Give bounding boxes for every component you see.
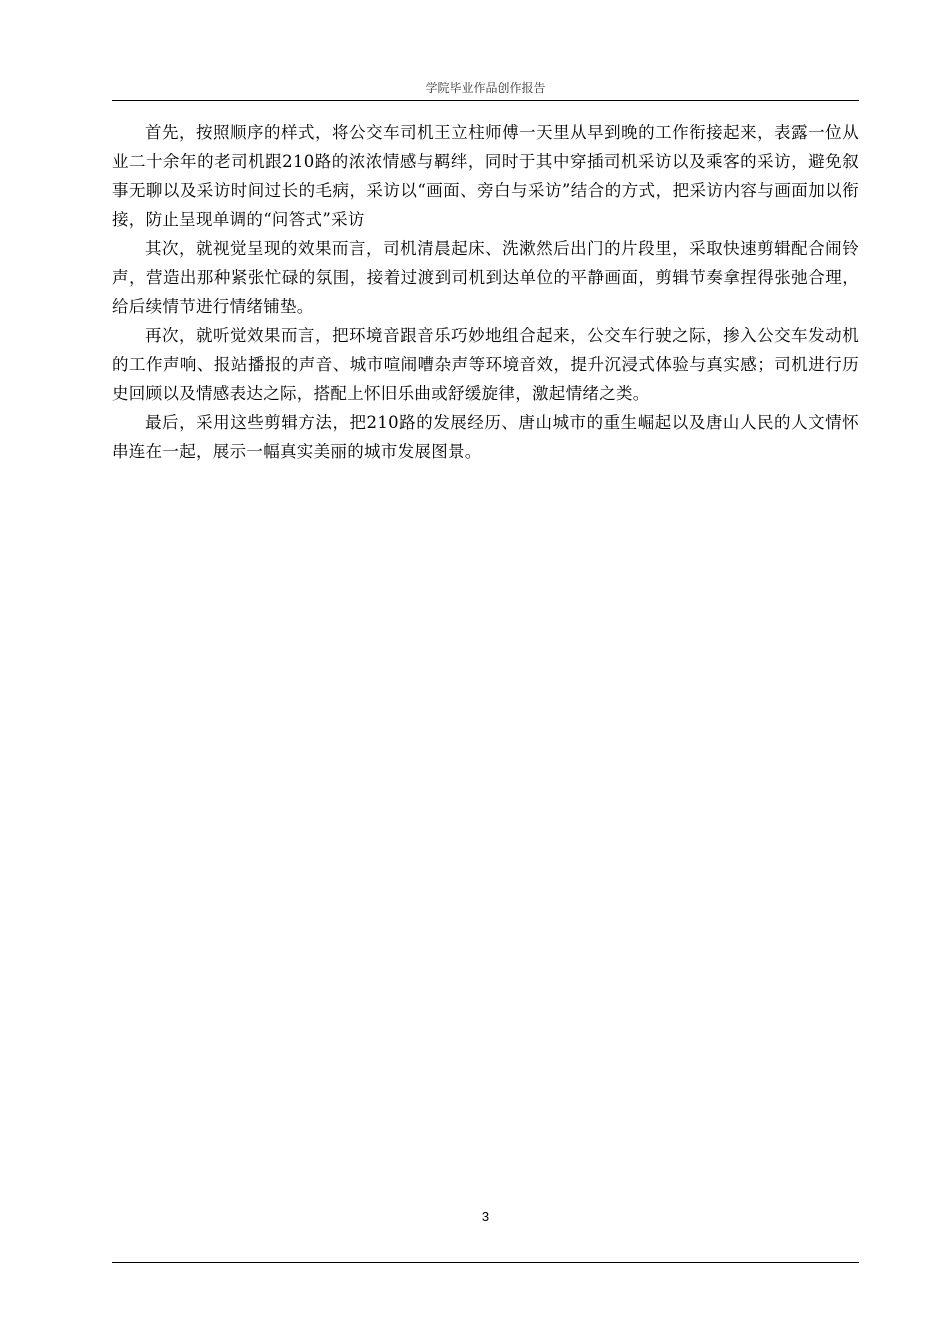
paragraph-first: 首先，按照顺序的样式，将公交车司机王立柱师傅一天里从早到晚的工作衔接起来，表露一位从业二十余年的老司机跟210路的浓浓情感与羁绊，同时于其中穿插司机采访以及乘客的采访，避免叙事无聊以及采访时间过长的毛病，采访以“画面、旁白与采访”结合的方式，把采访内容与画面加以衔接，防止呈现单调的“问答式”采访 — [112, 123, 859, 229]
page-number: 3 — [481, 1209, 490, 1224]
page-header: 学院毕业作品创作报告 — [425, 81, 546, 95]
paragraph-second: 其次，就视觉呈现的效果而言，司机清晨起床、洗漱然后出门的片段里，采取快速剪辑配合闹铃声，营造出那种紧张忙碌的氛围，接着过渡到司机到达单位的平静画面，剪辑节奏拿捏得张弛合理，给后续情节进行情绪铺垫。 — [112, 239, 859, 316]
footer-divider — [112, 1262, 859, 1263]
paragraph-fourth: 最后，采用这些剪辑方法，把210路的发展经历、唐山城市的重生崛起以及唐山人民的人文情怀串连在一起，展示一幅真实美丽的城市发展图景。 — [112, 413, 859, 461]
paragraph-third: 再次，就听觉效果而言，把环境音跟音乐巧妙地组合起来，公交车行驶之际，掺入公交车发动机的工作声响、报站播报的声音、城市喧闹嘈杂声等环境音效，提升沉浸式体验与真实感；司机进行历史回顾以及情感表达之际，搭配上怀旧乐曲或舒缓旋律，激起情绪之类。 — [112, 326, 859, 403]
header-divider — [112, 100, 859, 101]
body-text — [112, 118, 859, 466]
